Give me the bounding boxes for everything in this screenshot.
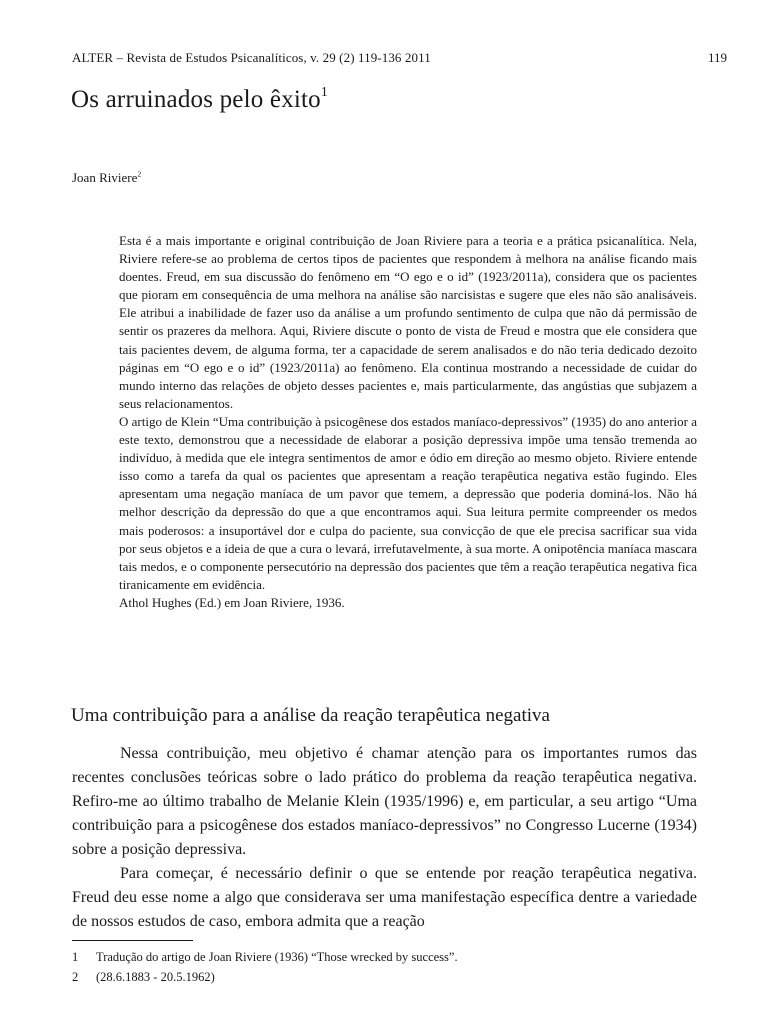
title-footnote-marker[interactable]: 1 <box>320 83 328 99</box>
footnote <box>72 967 458 987</box>
article-title-text: Os arruinados pelo êxito <box>71 86 321 113</box>
footnote-text: Tradução do artigo de Joan Riviere (1936) “Those wrecked by success”. <box>96 950 458 964</box>
article-title <box>71 83 328 114</box>
author <box>72 170 141 186</box>
footnote-text: (28.6.1883 - 20.5.1962) <box>96 970 215 984</box>
footnotes <box>72 947 458 987</box>
body-paragraph: Para começar, é necessário definir o que se entende por reação terapêutica negativa. Freud deu esse nome a algo que considerava ser uma manifestação específica dentre a variedade de nossos estudos de caso, embora admita que a reação <box>72 865 697 930</box>
author-footnote-marker[interactable]: 2 <box>137 169 142 179</box>
journal-header: ALTER – Revista de Estudos Psicanalíticos, v. 29 (2) 119-136 2011 <box>72 50 431 65</box>
abstract-paragraph: O artigo de Klein “Uma contribuição à psicogênese dos estados maníaco-depressivos” (1935) do ano anterior a este texto, demonstrou que a necessidade de elaborar a posição depressiva impõe uma tensão tremenda ao indivíduo, à medida que ele integra sentimentos de amor e ódio em direção ao mesmo objeto. Riviere entende isso como a tarefa da qual os pacientes que apresentam a reação terapêutica negativa estão fugindo. Eles apresentam uma negação maníaca de um pavor que temem, a depressão que poderia dominá-los. Não há melhor descrição da depressão do que a que encontramos aqui. Sua leitura permite compreender os medos mais poderosos: a insuportável dor e culpa do paciente, sua convicção de que ele precisa sacrificar sua vida por seus objetos e a ideia de que a cura o levará, irrefutavelmente, à sua morte. A onipotência maníaca mascara tais medos, e o componente persecutório na depressão dos pacientes que têm a reação terapêutica negativa fica tiranicamente em evidência. <box>119 413 697 592</box>
footnote-number: 1 <box>72 950 79 964</box>
footnote-rule <box>72 940 193 941</box>
footnote <box>72 947 458 967</box>
abstract <box>119 232 697 612</box>
body-paragraph: Nessa contribuição, meu objetivo é chamar atenção para os importantes rumos das recentes conclusões teóricas sobre o lado prático do problema da reação terapêutica negativa. Refiro-me ao último trabalho de Melanie Klein (1935/1996) e, em particular, a seu artigo “Uma contribuição para a psicogênese dos estados maníaco-depressivos” no Congresso Lucerne (1934) sobre a posição depressiva. <box>72 745 697 858</box>
abstract-paragraph: Esta é a mais importante e original contribuição de Joan Riviere para a teoria e a prática psicanalítica. Nela, Riviere refere-se ao problema de certos tipos de pacientes que respondem à melhora na análise ficando mais doentes. Freud, em sua discussão do fenômeno em “O ego e o id” (1923/2011a), considera que os pacientes que pioram em consequência de uma melhora na análise são narcisistas e sugere que eles não são analisáveis. Ele atribui a inabilidade de fazer uso da análise a um profundo sentimento de culpa que não dá permissão de sentir os prazeres da melhora. Aqui, Riviere discute o ponto de vista de Freud e mostra que ele considera que tais pacientes devem, de alguma forma, ter a capacidade de serem analisados e do não teria dedicado dezoito páginas em “O ego e o id” (1923/2011a) ao fenômeno. Ela continua mostrando a necessidade de cuidar do mundo interno das relações de objeto desses pacientes e, mais particularmente, das angústias que subjazem a seus relacionamentos. <box>119 233 697 411</box>
abstract-attribution: Athol Hughes (Ed.) em Joan Riviere, 1936. <box>119 594 345 610</box>
author-name: Joan Riviere <box>72 170 138 185</box>
body-text <box>72 742 697 934</box>
section-heading: Uma contribuição para a análise da reação terapêutica negativa <box>71 705 550 726</box>
footnote-number: 2 <box>72 970 79 984</box>
page-number: 119 <box>707 50 727 65</box>
